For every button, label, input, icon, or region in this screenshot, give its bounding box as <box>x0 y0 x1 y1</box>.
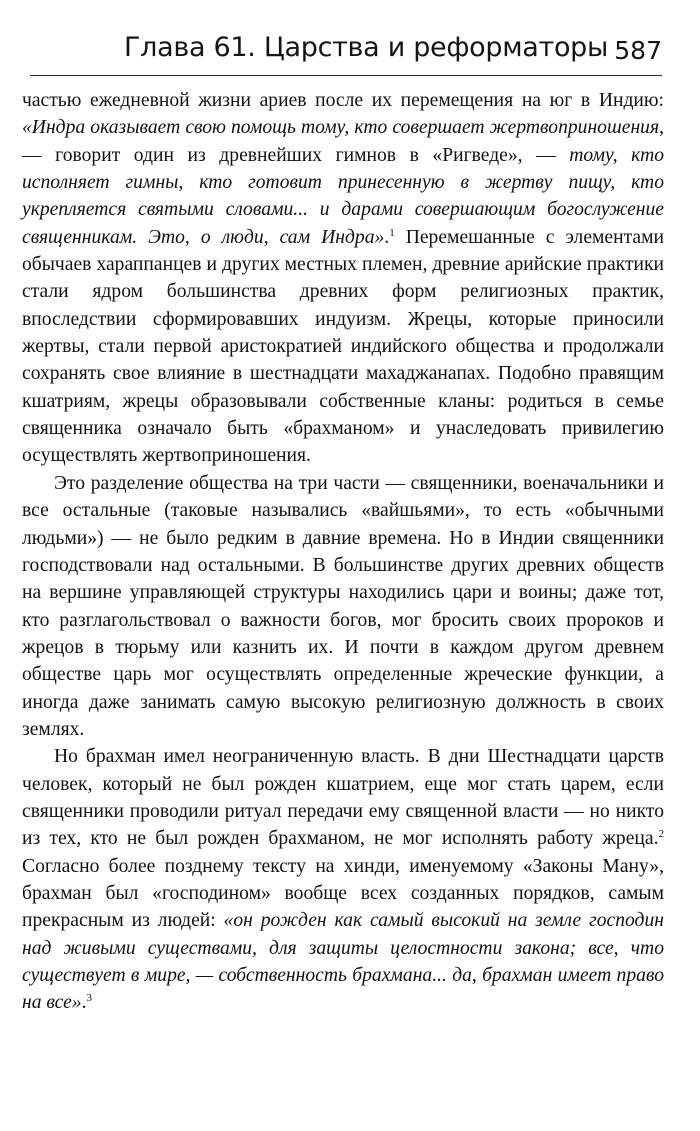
paragraph-3 <box>22 743 664 1016</box>
header-divider <box>30 75 662 76</box>
chapter-title: Глава 61. Царства и реформаторы <box>124 32 609 63</box>
running-header <box>0 28 662 72</box>
text-span: Но брахман имел неограниченную власть. В дни Шестнадцати царств человек, который не был рожден кшатрием, еще мог стать царем, если священники проводили ритуал передачи ему священной власти — но никто из тех, кто не был рожден брахманом, не мог исполнять работу жреца. <box>22 746 664 850</box>
paragraph-2: Это разделение общества на три части — священники, военачальники и все остальные (таковые назывались «вайшьями», то есть «обычными людьми») — не было редким в давние времена. Но в Индии священники господствовали над остальными. В большинстве других древних обществ на вершине управляющей структуры находились цари и воины; даже тот, кто разглагольствовал о важности богов, мог бросить своих пророков и жрецов в тюрьму или казнить их. И почти в каждом другом древнем обществе царь мог осуществлять определенные жреческие функции, а иногда даже занимать самую высокую религиозную должность в своих землях. <box>22 472 664 740</box>
text-span: Согласно более позднему тексту на хинди, именуемому «Законы Ману», брахман был «господином» вообще всех созданных порядков, самым прекрасным из людей: <box>22 855 664 932</box>
quote-span: «Индра оказывает свою помощь тому, кто совершает жертвоприношения, <box>22 117 664 139</box>
footnote-ref-3: 3 <box>86 992 93 1005</box>
text-span: — говорит один из древнейших гимнов в «Ригведе», — <box>22 144 570 166</box>
text-span: . <box>384 226 390 248</box>
body-text <box>22 87 664 1017</box>
quote-span: тому, кто исполняет гимны, кто готовит принесенную в жертву пищу, кто укрепляется святыми словами... и дарами совершающим богослужение священникам. Это, о люди, сам Индра» <box>22 144 665 248</box>
text-span: частью ежедневной жизни ариев после их перемещения на юг в Индию: <box>22 90 664 111</box>
paragraph-1 <box>22 87 664 470</box>
quote-span: «он рожден как самый высокий на земле господин над живыми существами, для защиты целостности закона; все, что существует в мире, — собственность брахмана... да, брахман имеет право на все» <box>22 910 664 1014</box>
page-number: 587 <box>614 36 662 65</box>
text-span: . <box>81 992 87 1014</box>
footnote-ref-1: 1 <box>389 226 395 239</box>
footnote-ref-2: 2 <box>658 828 664 841</box>
text-span: Перемешанные с элементами обычаев хараппанцев и других местных племен, древние арийские практики стали ядром большинства древних форм религиозных практик, впоследствии сформировавших индуизм. Жрецы, которые приносили жертвы, стали первой аристократией индийского общества и продолжали сохранять свое влияние в шестнадцати махаджанапах. Подобно правящим кшатриям, жрецы образовывали собственные кланы: родиться в семье священника означало быть «брахманом» и унаследовать привилегию осуществлять жертвоприношения. <box>22 226 664 467</box>
